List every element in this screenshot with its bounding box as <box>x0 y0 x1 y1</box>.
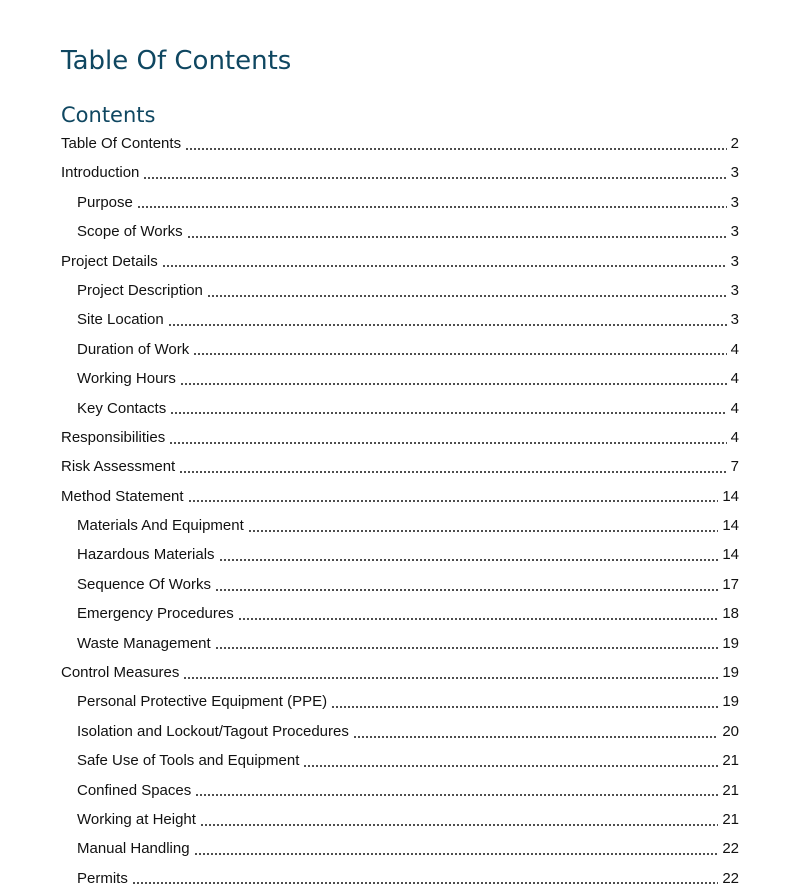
toc-entry-page: 21 <box>722 781 739 799</box>
toc-entry-title: Table Of Contents <box>61 135 182 152</box>
toc-dot-leader <box>215 647 719 649</box>
toc-entry[interactable] <box>61 629 739 658</box>
toc-entry[interactable] <box>61 717 739 746</box>
toc-entry-title: Waste Management <box>77 634 211 652</box>
toc-entry-page: 19 <box>722 634 739 652</box>
toc-entry-page: 17 <box>722 575 739 593</box>
toc-entry-title: Responsibilities <box>61 428 166 446</box>
toc-entry[interactable] <box>61 570 739 599</box>
toc-entry[interactable] <box>61 217 739 246</box>
toc-entry-page: 19 <box>722 664 739 682</box>
toc-entry-page: 3 <box>730 223 739 241</box>
toc-entry-title: Hazardous Materials <box>77 546 215 564</box>
toc-dot-leader <box>303 765 718 767</box>
toc-entry-page: 19 <box>722 693 739 711</box>
toc-entry-page: 4 <box>730 370 739 388</box>
toc-entry[interactable] <box>61 364 739 393</box>
toc-dot-leader <box>194 853 719 855</box>
toc-entry[interactable] <box>61 158 739 187</box>
toc-dot-leader <box>207 295 727 297</box>
toc-dot-leader <box>193 353 726 355</box>
toc-entry-title: Working at Height <box>77 810 196 828</box>
toc-entry[interactable] <box>61 834 739 863</box>
toc-entry[interactable] <box>61 511 739 540</box>
toc-entry-title: Isolation and Lockout/Tagout Procedures <box>77 722 349 740</box>
toc-entry[interactable] <box>61 276 739 305</box>
toc-entry-page: 2 <box>730 135 739 152</box>
toc-entry-title: Duration of Work <box>77 340 190 358</box>
toc-entry[interactable] <box>61 658 739 687</box>
toc-entry-title: Manual Handling <box>77 840 190 858</box>
toc-dot-leader <box>169 442 726 444</box>
toc-entry-title: Control Measures <box>61 664 180 682</box>
toc-list <box>61 129 739 891</box>
toc-entry-page: 21 <box>722 752 739 770</box>
toc-entry[interactable] <box>61 482 739 511</box>
toc-dot-leader <box>353 736 718 738</box>
toc-entry-title: Confined Spaces <box>77 781 192 799</box>
toc-entry[interactable] <box>61 746 739 775</box>
toc-entry-page: 3 <box>730 311 739 329</box>
toc-entry[interactable] <box>61 599 739 628</box>
toc-entry-title: Key Contacts <box>77 399 167 417</box>
toc-entry-title: Working Hours <box>77 370 176 388</box>
page-title: Table Of Contents <box>61 46 292 76</box>
toc-entry-page: 4 <box>730 399 739 417</box>
toc-entry-page: 3 <box>730 193 739 211</box>
toc-entry[interactable] <box>61 335 739 364</box>
toc-entry-title: Scope of Works <box>77 223 183 241</box>
toc-entry[interactable] <box>61 864 739 891</box>
toc-dot-leader <box>170 412 726 414</box>
toc-dot-leader <box>219 559 719 561</box>
toc-dot-leader <box>215 589 718 591</box>
toc-entry[interactable] <box>61 776 739 805</box>
toc-entry[interactable] <box>61 305 739 334</box>
toc-entry[interactable] <box>61 423 739 452</box>
toc-entry-page: 3 <box>730 281 739 299</box>
toc-entry-title: Site Location <box>77 311 164 329</box>
toc-entry-page: 3 <box>730 252 739 270</box>
toc-dot-leader <box>195 794 718 796</box>
toc-entry-page: 3 <box>730 164 739 182</box>
toc-entry-page: 20 <box>722 722 739 740</box>
toc-entry-title: Project Description <box>77 281 203 299</box>
toc-entry-page: 14 <box>722 487 739 505</box>
toc-entry-page: 14 <box>722 546 739 564</box>
toc-entry-page: 22 <box>722 840 739 858</box>
toc-dot-leader <box>200 824 718 826</box>
toc-entry-title: Permits <box>77 869 128 887</box>
toc-entry-page: 7 <box>730 458 739 476</box>
toc-entry-title: Safe Use of Tools and Equipment <box>77 752 300 770</box>
toc-entry-page: 18 <box>722 605 739 623</box>
toc-entry-title: Emergency Procedures <box>77 605 234 623</box>
toc-dot-leader <box>331 706 718 708</box>
toc-entry-title: Method Statement <box>61 487 184 505</box>
toc-entry-title: Sequence Of Works <box>77 575 211 593</box>
toc-entry-title: Personal Protective Equipment (PPE) <box>77 693 328 711</box>
toc-entry[interactable] <box>61 540 739 569</box>
toc-dot-leader <box>168 324 727 326</box>
toc-dot-leader <box>248 530 719 532</box>
toc-entry-page: 14 <box>722 517 739 535</box>
toc-dot-leader <box>187 236 727 238</box>
toc-entry-page: 4 <box>730 428 739 446</box>
toc-entry[interactable] <box>61 687 739 716</box>
toc-entry[interactable] <box>61 188 739 217</box>
toc-dot-leader <box>137 206 727 208</box>
toc-heading: Contents <box>61 103 156 127</box>
toc-entry-page: 4 <box>730 340 739 358</box>
toc-dot-leader <box>179 471 726 473</box>
toc-dot-leader <box>162 265 727 267</box>
toc-entry[interactable] <box>61 805 739 834</box>
toc-entry[interactable] <box>61 247 739 276</box>
toc-entry-page: 21 <box>722 810 739 828</box>
toc-entry[interactable] <box>61 394 739 423</box>
toc-dot-leader <box>183 677 718 679</box>
toc-entry-title: Introduction <box>61 164 140 182</box>
toc-dot-leader <box>143 177 726 179</box>
toc-dot-leader <box>180 383 727 385</box>
toc-dot-leader <box>238 618 719 620</box>
toc-entry-title: Risk Assessment <box>61 458 176 476</box>
toc-entry[interactable] <box>61 452 739 481</box>
toc-dot-leader <box>188 500 719 502</box>
toc-dot-leader <box>185 148 727 150</box>
toc-entry[interactable] <box>61 129 739 158</box>
toc-dot-leader <box>132 882 718 884</box>
toc-entry-title: Purpose <box>77 193 133 211</box>
toc-entry-page: 22 <box>722 869 739 887</box>
toc-entry-title: Project Details <box>61 252 158 270</box>
toc-entry-title: Materials And Equipment <box>77 517 244 535</box>
